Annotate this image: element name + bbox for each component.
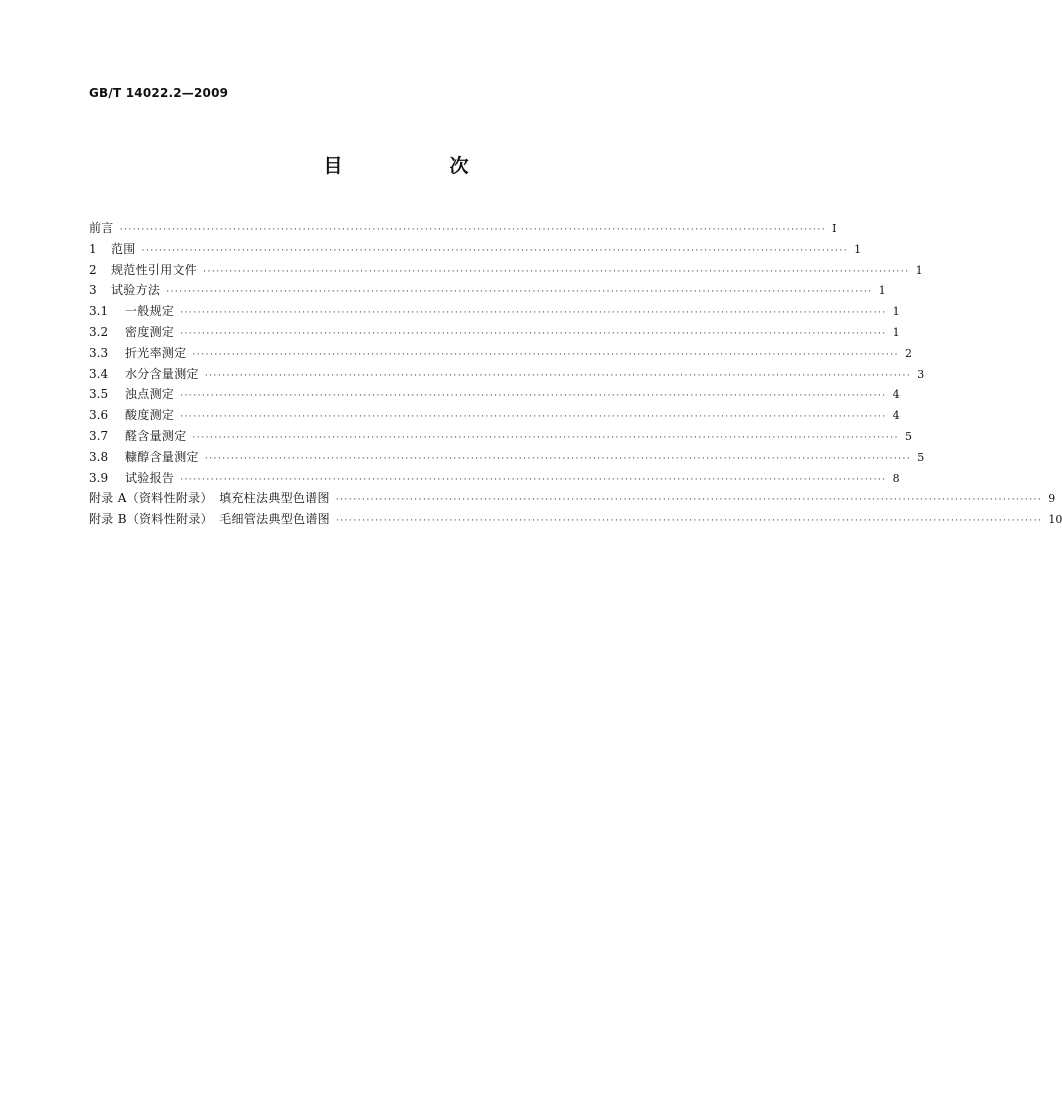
toc-entry-number: 3.8 bbox=[89, 449, 109, 464]
toc-leader: ·································································································································································· bbox=[192, 432, 899, 443]
toc-entry-3-9[interactable] bbox=[89, 468, 900, 489]
toc-entry-text: 一般规定 bbox=[125, 304, 175, 319]
toc-entry-annex-b[interactable] bbox=[89, 509, 1062, 530]
toc-leader: ·································································································································································· bbox=[141, 245, 849, 256]
toc-entry-number: 3 bbox=[89, 283, 97, 298]
toc-leader: ·································································································································································· bbox=[204, 370, 912, 381]
toc-leader: ·································································································································································· bbox=[204, 453, 912, 464]
toc-entry-page: 8 bbox=[892, 471, 900, 485]
toc-entry-text: 水分含量测定 bbox=[125, 366, 199, 381]
toc-entry-page: 4 bbox=[892, 409, 900, 423]
toc-entry-page: 2 bbox=[904, 346, 912, 360]
toc-entry-page: 1 bbox=[854, 242, 862, 256]
toc-entry-number: 3.5 bbox=[89, 387, 109, 402]
toc-entry-text: 醛含量测定 bbox=[125, 428, 187, 443]
toc-leader: ·································································································································································· bbox=[180, 412, 887, 423]
page-title: 目 次 bbox=[323, 155, 513, 177]
toc-entry-text: 附录 B（资料性附录） 毛细管法典型色谱图 bbox=[89, 512, 330, 527]
toc-entry-text: 酸度测定 bbox=[125, 408, 175, 423]
toc-entry-number: 3.1 bbox=[89, 304, 109, 319]
toc-leader: ·································································································································································· bbox=[180, 391, 887, 402]
toc-entry-3-6[interactable] bbox=[89, 405, 900, 426]
toc-entry-number: 2 bbox=[89, 262, 97, 277]
toc-entry-text: 密度测定 bbox=[125, 324, 175, 339]
toc-entry-1[interactable] bbox=[89, 239, 862, 260]
toc-entry-foreword[interactable] bbox=[89, 218, 837, 239]
toc-leader: ·································································································································································· bbox=[180, 328, 887, 339]
toc-entry-text: 规范性引用文件 bbox=[111, 262, 198, 277]
toc-entry-page: 3 bbox=[917, 367, 925, 381]
toc-entry-text: 前言 bbox=[89, 221, 114, 235]
toc-entry-page: 5 bbox=[917, 450, 925, 464]
toc-entry-page: 1 bbox=[892, 325, 900, 339]
toc-entry-3[interactable] bbox=[89, 280, 886, 301]
toc-entry-annex-a[interactable] bbox=[89, 488, 1056, 509]
toc-entry-text: 浊点测定 bbox=[125, 387, 175, 402]
toc-entry-3-7[interactable] bbox=[89, 426, 912, 447]
toc-entry-3-4[interactable] bbox=[89, 364, 925, 385]
toc-entry-text: 折光率测定 bbox=[125, 345, 187, 360]
toc-entry-3-2[interactable] bbox=[89, 322, 900, 343]
toc-leader: ·································································································································································· bbox=[119, 225, 827, 235]
toc-entry-number: 3.6 bbox=[89, 408, 109, 423]
toc-entry-3-8[interactable] bbox=[89, 447, 925, 468]
toc-entry-text: 试验报告 bbox=[125, 470, 175, 485]
toc-leader: ·································································································································································· bbox=[335, 516, 1043, 527]
toc-entry-page: 5 bbox=[904, 429, 912, 443]
toc-leader: ·································································································································································· bbox=[180, 308, 887, 319]
toc-entry-text: 试验方法 bbox=[111, 283, 161, 298]
toc-entry-number: 3.7 bbox=[89, 428, 109, 443]
toc-entry-page: 1 bbox=[892, 305, 900, 319]
toc-entry-number: 1 bbox=[89, 241, 97, 256]
toc-leader: ·································································································································································· bbox=[180, 474, 887, 485]
toc-leader: ·································································································································································· bbox=[203, 266, 910, 277]
toc-entry-page: 1 bbox=[878, 284, 886, 298]
toc-entry-text: 糠醇含量测定 bbox=[125, 449, 199, 464]
toc-entry-text: 附录 A（资料性附录） 填充柱法典型色谱图 bbox=[89, 491, 330, 506]
toc-entry-page: Ⅰ bbox=[832, 222, 837, 235]
toc-entry-3-3[interactable] bbox=[89, 343, 912, 364]
toc-entry-text: 范围 bbox=[111, 241, 136, 256]
toc-leader: ·································································································································································· bbox=[166, 287, 873, 298]
toc-entry-page: 9 bbox=[1048, 492, 1056, 506]
standard-code: GB/T 14022.2—2009 bbox=[89, 86, 229, 100]
toc-entry-number: 3.3 bbox=[89, 345, 109, 360]
toc-entry-2[interactable] bbox=[89, 260, 923, 281]
toc-entry-number: 3.2 bbox=[89, 324, 109, 339]
toc-leader: ·································································································································································· bbox=[192, 349, 899, 360]
toc-entry-3-5[interactable] bbox=[89, 384, 900, 405]
toc-entry-page: 1 bbox=[915, 263, 923, 277]
toc-leader: ·································································································································································· bbox=[335, 495, 1043, 506]
toc-entry-page: 10 bbox=[1048, 513, 1062, 527]
toc-entry-page: 4 bbox=[892, 388, 900, 402]
toc-entry-3-1[interactable] bbox=[89, 301, 900, 322]
table-of-contents bbox=[89, 218, 1062, 530]
toc-entry-number: 3.4 bbox=[89, 366, 109, 381]
toc-entry-number: 3.9 bbox=[89, 470, 109, 485]
